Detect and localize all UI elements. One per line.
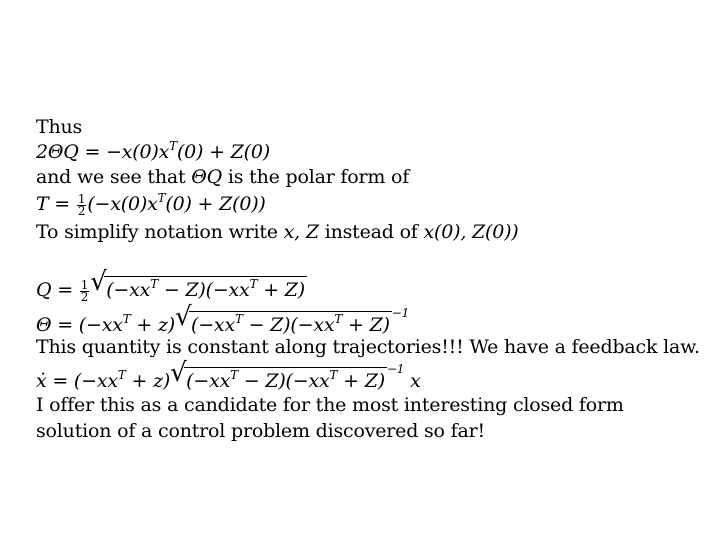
text-line-candidate xyxy=(36,394,624,416)
fraction-denominator: 2 xyxy=(80,289,89,304)
text-line-polar-form xyxy=(36,166,409,188)
square-root xyxy=(92,276,307,301)
eq-lhs: ẋ = (−xx xyxy=(36,370,118,392)
text-thus: Thus xyxy=(36,116,83,138)
radicand-part: + Z) xyxy=(342,314,390,336)
math-segment: x(0), Z(0)) xyxy=(423,221,519,243)
text-line-simplify xyxy=(36,221,519,243)
eq-transpose: T xyxy=(169,139,177,153)
fraction-half xyxy=(80,277,89,304)
square-root xyxy=(177,311,392,336)
text-solution: solution of a control problem discovered so far! xyxy=(36,420,485,442)
eq-rest: (0) + Z(0) xyxy=(176,141,270,163)
radicand xyxy=(104,276,307,301)
exponent: −1 xyxy=(391,306,410,320)
radicand xyxy=(184,367,387,392)
text-line-thus xyxy=(36,116,82,138)
equation-theta xyxy=(36,306,410,336)
equation-xdot xyxy=(36,362,421,392)
eq-lhs: Θ = (−xx xyxy=(36,314,123,336)
eq-lhs: T = xyxy=(36,193,76,215)
radicand-part: − Z)(−xx xyxy=(158,279,250,301)
text-segment: To simplify notation write xyxy=(36,221,284,243)
fraction-numerator: 1 xyxy=(80,277,89,292)
eq-part: x xyxy=(404,370,421,392)
math-segment: ΘQ xyxy=(191,166,223,188)
radicand-part: (−xx xyxy=(106,279,151,301)
fraction-half xyxy=(77,191,86,218)
radicand-part: (−xx xyxy=(191,314,235,336)
radicand-part: (−xx xyxy=(186,370,231,392)
eq-part: (0) + Z(0)) xyxy=(165,193,266,215)
radicand-part: + Z) xyxy=(257,279,306,301)
square-root xyxy=(172,367,387,392)
equation-q xyxy=(36,276,307,303)
equation-t xyxy=(36,193,266,217)
eq-part: (−x(0)x xyxy=(87,193,158,215)
text-line-solution xyxy=(36,420,485,442)
eq-lhs: Q = xyxy=(36,279,79,301)
eq-transpose: T xyxy=(122,312,131,326)
equation-2thetaq xyxy=(36,141,270,163)
eq-rhs: = −x(0)x xyxy=(84,141,170,163)
eq-transpose: T xyxy=(329,368,338,382)
text-segment: is the polar form of xyxy=(222,166,410,188)
fraction-numerator: 1 xyxy=(77,191,86,206)
eq-transpose: T xyxy=(117,368,126,382)
eq-transpose: T xyxy=(157,191,166,205)
radicand-part: + Z) xyxy=(337,370,385,392)
eq-transpose: T xyxy=(234,312,243,326)
eq-transpose: T xyxy=(150,277,158,291)
text-segment: and we see that xyxy=(36,166,192,188)
radicand xyxy=(189,311,392,336)
exponent: −1 xyxy=(386,362,405,376)
eq-transpose: T xyxy=(334,312,343,326)
eq-part: + z) xyxy=(130,314,175,336)
radicand-part: − Z)(−xx xyxy=(242,314,335,336)
text-segment: instead of xyxy=(318,221,424,243)
text-line-feedback-law xyxy=(36,336,700,358)
fraction-denominator: 2 xyxy=(77,203,86,218)
text-feedback-law: This quantity is constant along trajectories!!! We have a feedback law. xyxy=(36,336,700,358)
text-candidate: I offer this as a candidate for the most interesting closed form xyxy=(36,394,624,416)
eq-transpose: T xyxy=(249,277,258,291)
radicand-part: − Z)(−xx xyxy=(237,370,330,392)
eq-part: + z) xyxy=(125,370,171,392)
eq-transpose: T xyxy=(230,368,238,382)
eq-lhs: 2ΘQ xyxy=(36,141,79,163)
math-segment: x, Z xyxy=(283,221,319,243)
